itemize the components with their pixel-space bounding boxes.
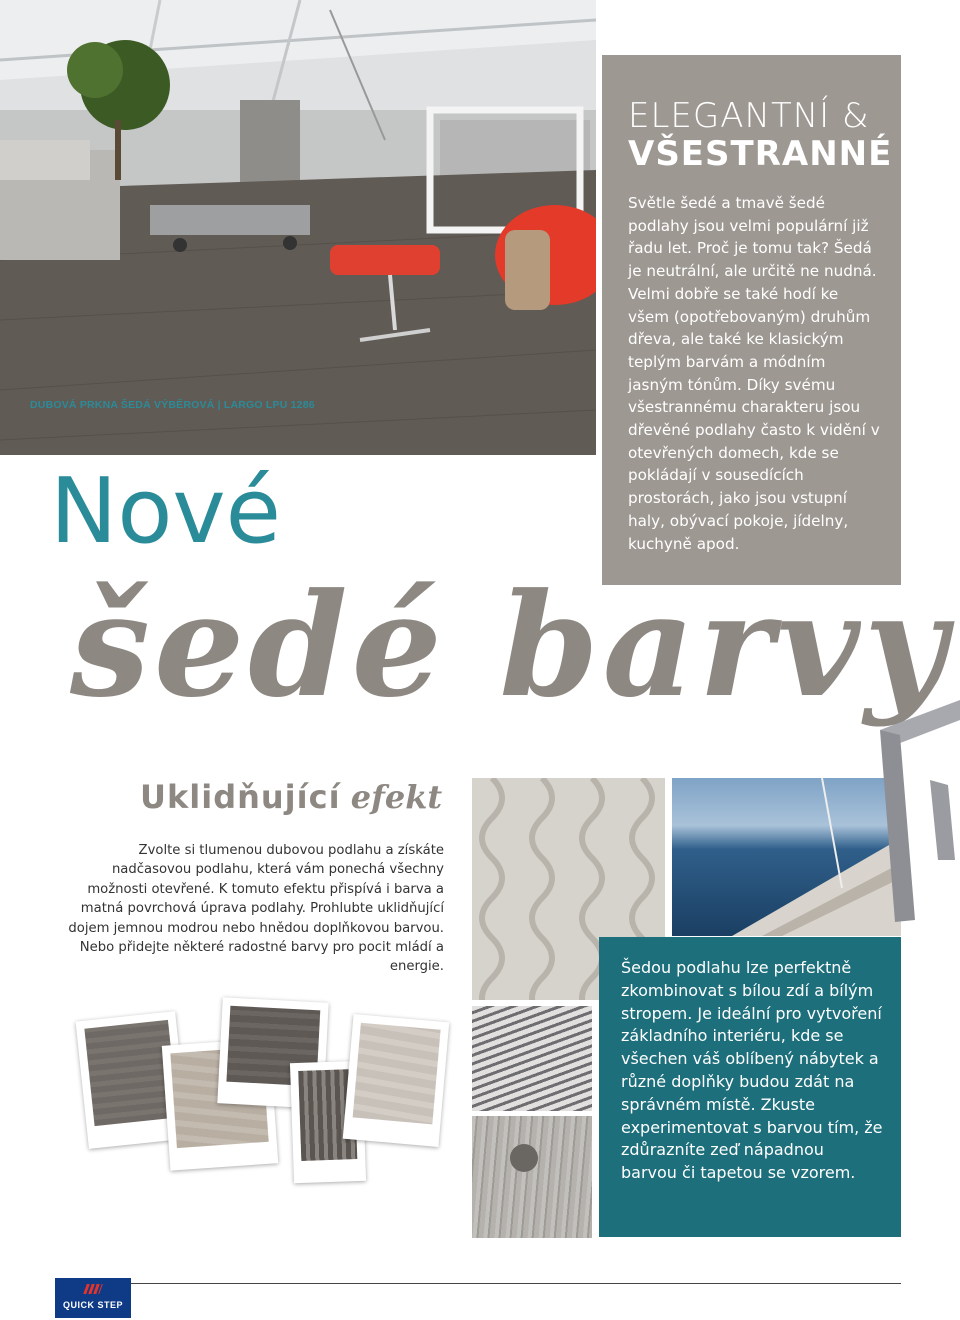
chair-legs-photo xyxy=(820,700,960,930)
logo-text: QUICK STEP xyxy=(62,1300,123,1310)
quick-step-logo xyxy=(55,1278,131,1318)
striped-fabric-photo xyxy=(472,1006,592,1111)
footer-rule xyxy=(120,1283,901,1284)
calming-heading-word: Uklidňující xyxy=(140,778,341,816)
photo-caption: DUBOVÁ PRKNA ŠEDÁ VÝBĚROVÁ | LARGO LPU 1286 xyxy=(30,399,315,411)
weathered-wood-photo xyxy=(472,1116,592,1238)
box-heading-line2: VŠESTRANNÉ xyxy=(628,134,893,174)
effect-heading-word: efekt xyxy=(350,778,443,816)
floor-sample-5 xyxy=(343,1014,450,1147)
interior-photo xyxy=(0,0,596,455)
box-body-text: Světle šedé a tmavě šedé podlahy jsou velmi populární již řadu let. Proč je tomu tak? Šedá je neutrální, ale určitě ne nudná. Velmi dobře se také hodí ke všem (opotřebovaným) druhům dřeva, ale také ke klasickým teplým barvám a módním jasným tónům. Díky svému všestrannému charakteru jsou dřevěné podlahy často k vidění v otevřených domech, kde se pokládají v sousedících prostorách, jako jsou vstupní haly, obývací pokoje, jídelny, kuchyně apod. xyxy=(628,194,880,553)
calming-effect-heading xyxy=(140,778,442,816)
tip-body-text: Šedou podlahu lze perfektně zkombinovat s bílou zdí a bílým stropem. Je ideální pro vytvoření základního interiéru, kde se všechen váš oblíbený nábytek a různé doplňky budou zdát na správném místě. Zkuste experimentovat s barvou tím, že zdůrazníte zeď nápadnou barvou či tapetou se vzorem. xyxy=(621,958,883,1183)
calming-effect-text: Zvolte si tlumenou dubovou podlahu a získáte nadčasovou podlahu, která vám ponechá všechny možnosti otevřené. K tomuto efektu přispívá i barva a matná povrchová úprava podlahy. Prohlubte uklidňující dojem jemnou modrou nebo hnědou doplňkovou barvou. Nebo přidejte některé radostné barvy pro pocit mládí a energie. xyxy=(68,843,444,975)
title-line2: šedé barvy xyxy=(70,563,951,729)
interior-scene xyxy=(0,0,596,455)
box-heading-line1: ELEGANTNÍ & xyxy=(628,96,870,136)
combine-tip-box xyxy=(599,937,901,1237)
elegant-versatile-box xyxy=(602,55,901,585)
logo-mark-icon xyxy=(83,1284,103,1294)
title-line1: Nové xyxy=(50,459,282,564)
wood-knot xyxy=(510,1144,538,1172)
